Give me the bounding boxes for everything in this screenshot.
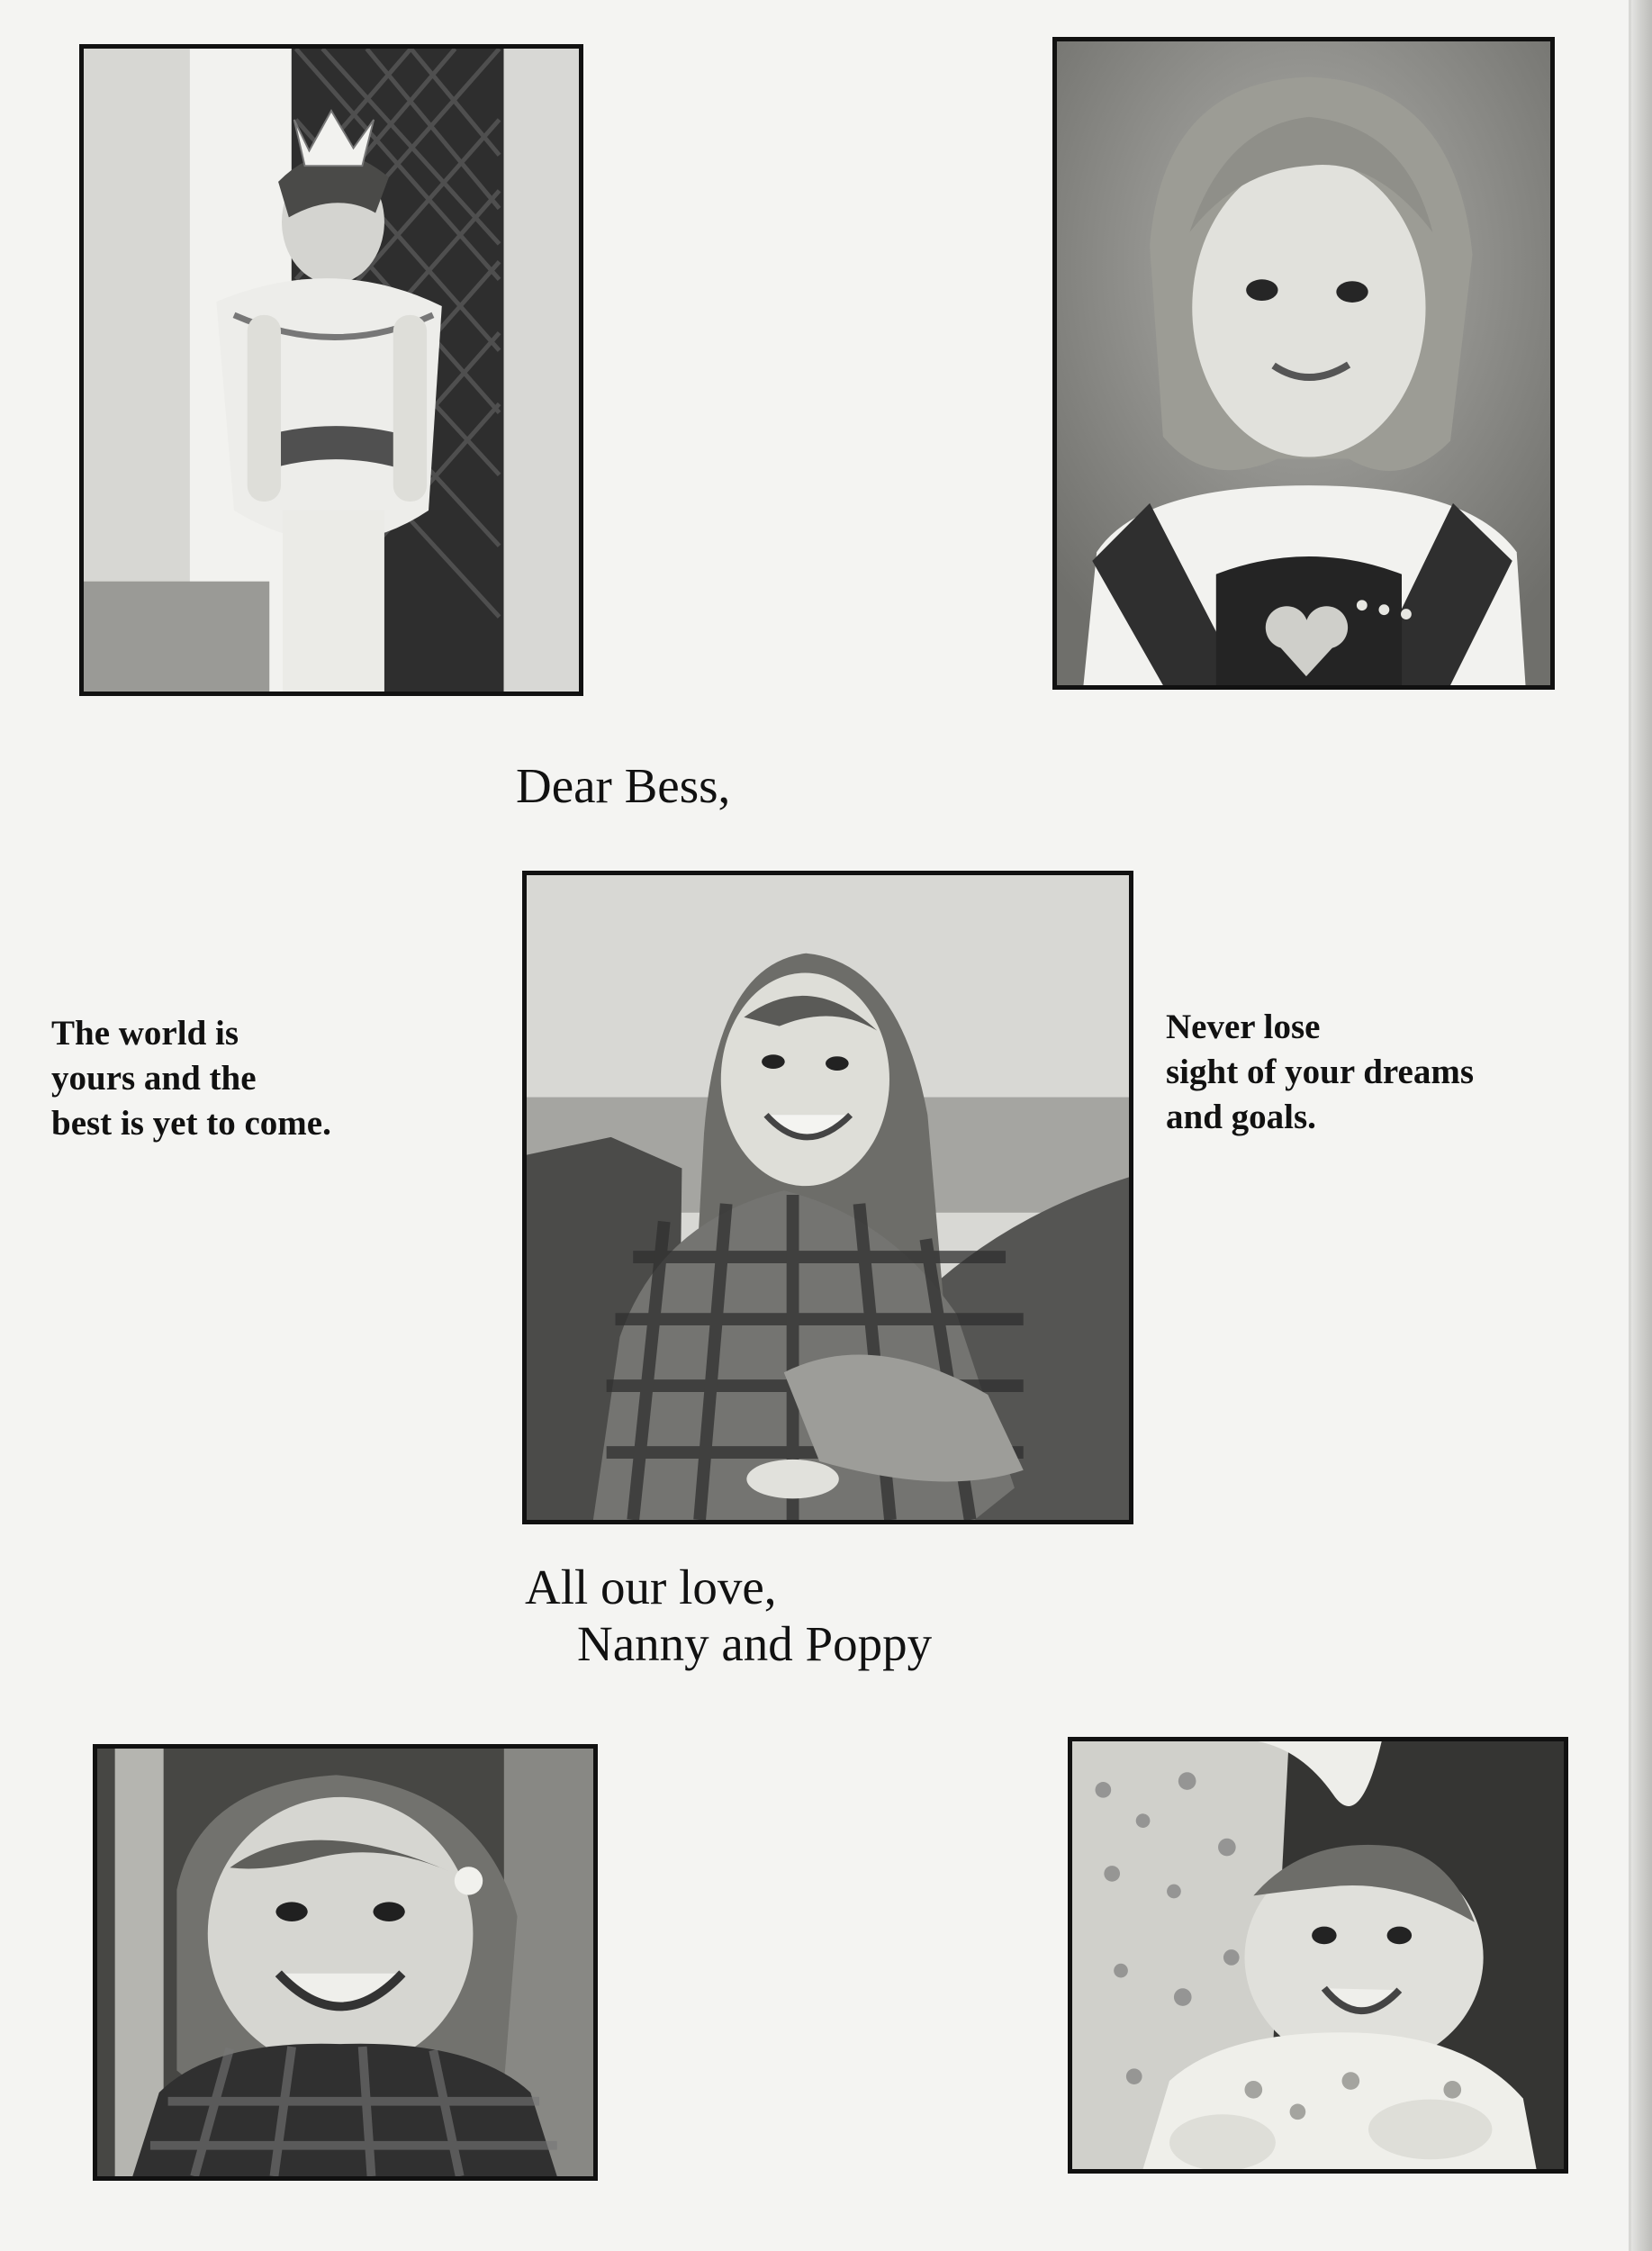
right-message-line-1: Never lose: [1166, 1008, 1321, 1046]
right-message-line-2: sight of your dreams: [1166, 1052, 1474, 1091]
photo-smiling-toddler: [93, 1744, 598, 2181]
left-message-line-1: The world is: [51, 1014, 239, 1053]
photo-smiling-baby: [1068, 1737, 1568, 2174]
photo-child-portrait: [1052, 37, 1555, 690]
signature: Nanny and Poppy: [577, 1616, 933, 1671]
right-message-line-3: and goals.: [1166, 1097, 1316, 1136]
greeting: Dear Bess,: [516, 758, 731, 813]
left-message-line-2: yours and the: [51, 1058, 257, 1098]
portrait-photo-image: [1057, 41, 1550, 685]
toddler-photo-image: [97, 1749, 593, 2176]
center-photo-image: [527, 875, 1129, 1520]
left-message: [51, 1011, 331, 1146]
page-edge: [1629, 0, 1652, 2251]
photo-child-in-costume: [79, 44, 583, 696]
right-message: [1166, 1005, 1474, 1140]
left-message-line-3: best is yet to come.: [51, 1103, 331, 1143]
photo-teen-by-water: [522, 871, 1133, 1524]
closing: All our love,: [525, 1559, 777, 1614]
baby-photo-image: [1072, 1741, 1564, 2169]
costume-photo-image: [84, 49, 579, 692]
